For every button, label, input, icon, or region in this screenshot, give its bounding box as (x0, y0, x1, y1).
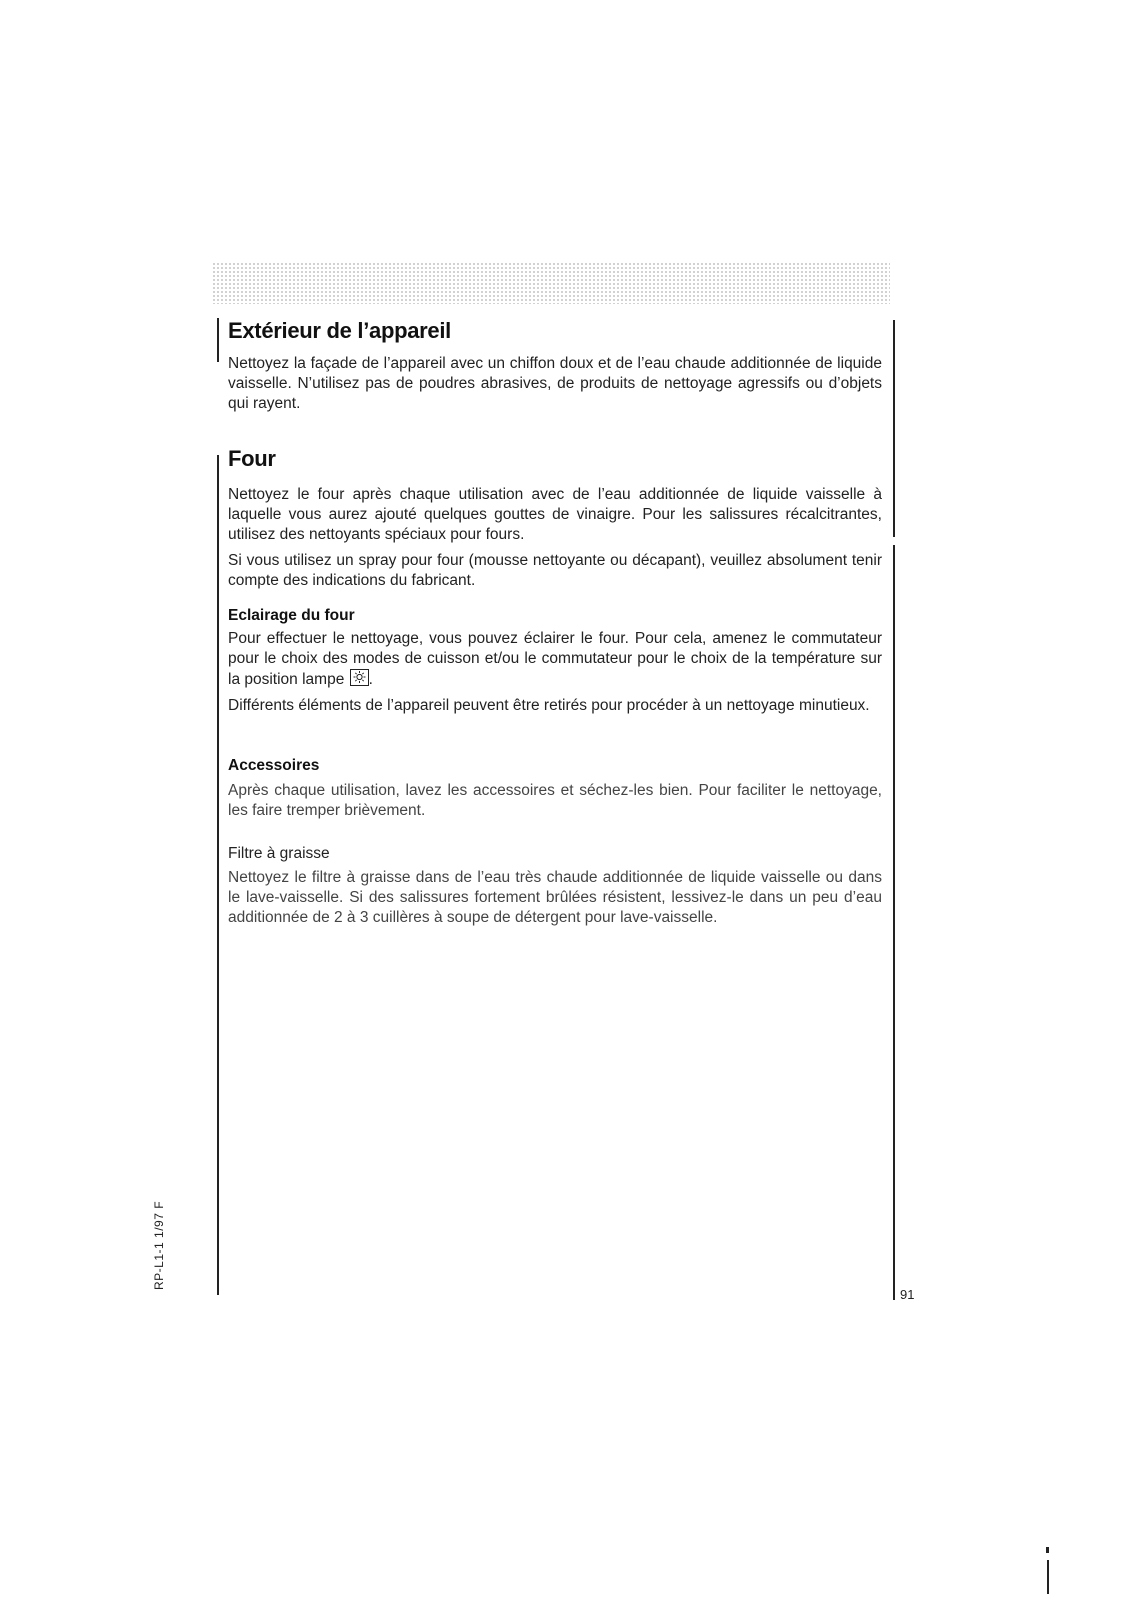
section-heading: Four (228, 446, 276, 471)
paragraph: Nettoyez le four après chaque utilisation avec de l’eau additionnée de liquide vaisselle à laquelle vous aurez ajouté quelques gouttes de vinaigre. Pour les salissures récalcitrantes, utilisez des nettoyants spéciaux pour fours. (228, 486, 882, 543)
page-number: 91 (900, 1287, 915, 1302)
section-eclairage (228, 606, 882, 716)
paragraph: Différents éléments de l’appareil peuvent être retirés pour procéder à un nettoyage minutieux. (228, 697, 870, 714)
section-filtre (228, 844, 882, 928)
section-exterieur (228, 318, 882, 414)
lamp-symbol-icon (350, 669, 369, 686)
paragraph: Après chaque utilisation, lavez les accessoires et séchez-les bien. Pour faciliter le nettoyage, les faire tremper brièvement. (228, 782, 882, 819)
paragraph: Si vous utilisez un spray pour four (mousse nettoyante ou décapant), veuillez absolument tenir compte des indications du fabricant. (228, 552, 882, 589)
paragraph: Nettoyez la façade de l’appareil avec un chiffon doux et de l’eau chaude additionnée de liquide vaisselle. N’utilisez pas de poudres abrasives, de produits de nettoyage agressifs ou d’objets qui rayent. (228, 355, 882, 412)
section-accessoires (228, 756, 882, 821)
subsection-heading: Accessoires (228, 757, 320, 774)
left-margin-rule (217, 455, 219, 1295)
edge-mark (1046, 1547, 1049, 1553)
paragraph-text: Pour effectuer le nettoyage, vous pouvez éclairer le four. Pour cela, amenez le commutateur pour le choix des modes de cuisson et/ou le commutateur pour le choix de la température sur la position lampe (228, 630, 882, 688)
section-four (228, 446, 882, 591)
paragraph (228, 629, 882, 690)
document-code: RP-L1-1 1/97 F (152, 1200, 166, 1290)
paragraph: Nettoyez le filtre à graisse dans de l’eau très chaude additionnée de liquide vaisselle ou dans le lave-vaisselle. Si des salissures fortement brûlées résistent, lessivez-le dans un peu d’eau additionnée de 2 à 3 cuillères à soupe de détergent pour lave-vaisselle. (228, 869, 882, 926)
dotted-header-band (212, 262, 890, 304)
edge-rule (1047, 1560, 1049, 1594)
left-margin-rule (217, 318, 219, 362)
section-heading: Extérieur de l’appareil (228, 318, 451, 343)
subsection-heading: Eclairage du four (228, 607, 355, 624)
paragraph-end: . (368, 671, 373, 688)
right-margin-rule (893, 545, 895, 1300)
right-margin-rule (893, 320, 895, 537)
subsection-heading: Filtre à graisse (228, 845, 330, 862)
